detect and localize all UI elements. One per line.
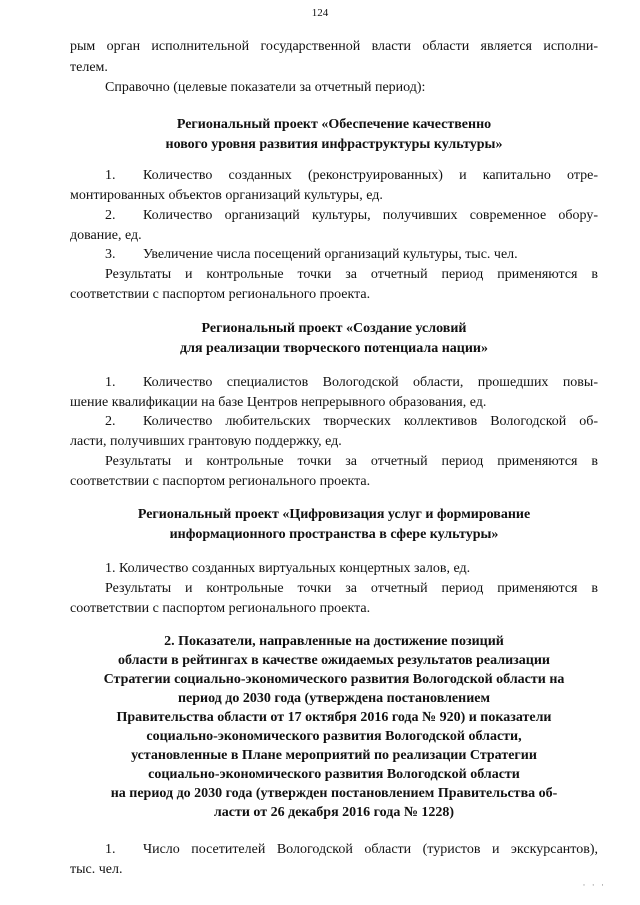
- section2-heading-line-9: на период до 2030 года (утвержден постановлением Правительства об-: [110, 786, 558, 801]
- item-text: Количество организаций культуры, получивших современное обору-: [143, 208, 598, 223]
- item-number: 3.: [105, 247, 116, 262]
- section2-heading-line-7: установленные в Плане мероприятий по реализации Стратегии: [131, 748, 537, 763]
- project1-item-1: [105, 168, 598, 184]
- section2-heading-line-5: Правительства области от 17 октября 2016 года № 920) и показатели: [116, 710, 552, 725]
- project2-title-line-1: Региональный проект «Создание условий: [201, 321, 467, 336]
- section2-heading-line-3: Стратегии социально-экономического развития Вологодской области на: [103, 672, 565, 687]
- item-number: 2.: [105, 208, 116, 223]
- project2-results-line-2: соответствии с паспортом регионального проекта.: [70, 474, 371, 489]
- project3-title-line-1: Региональный проект «Цифровизация услуг и формирование: [137, 507, 531, 522]
- project3-results-line-1: Результаты и контрольные точки за отчетный период применяются в: [105, 581, 598, 596]
- project3-results-line-2: соответствии с паспортом регионального проекта.: [70, 601, 371, 616]
- section2-heading-line-6: социально-экономического развития Вологодской области,: [146, 729, 522, 744]
- section2-heading-line-2: области в рейтингах в качестве ожидаемых результатов реализации: [118, 653, 550, 668]
- item-text: Количество созданных (реконструированных) и капитально отре-: [143, 168, 598, 183]
- intro-line-1: рым орган исполнительной государственной власти области является исполни-: [70, 39, 598, 54]
- intro-line-2: телем.: [70, 60, 108, 75]
- project2-item-1: [105, 375, 598, 391]
- project3-item-1: 1. Количество созданных виртуальных концертных залов, ед.: [105, 561, 471, 576]
- section2-heading-line-10: ласти от 26 декабря 2016 года № 1228): [213, 805, 455, 820]
- project2-results-line-1: Результаты и контрольные точки за отчетный период применяются в: [105, 454, 598, 469]
- item-text: Число посетителей Вологодской области (туристов и экскурсантов),: [143, 842, 598, 857]
- project1-item-2: [105, 208, 598, 224]
- scan-mark-top: [601, 0, 625, 4]
- scan-mark-bottom: · · ·: [582, 880, 606, 890]
- section2-item-1-cont: тыс. чел.: [70, 862, 123, 877]
- project2-title-line-2: для реализации творческого потенциала нации»: [180, 341, 488, 356]
- section2-heading-line-8: социально-экономического развития Вологодской области: [148, 767, 520, 782]
- project1-results-line-2: соответствии с паспортом регионального проекта.: [70, 287, 371, 302]
- item-number: 1.: [105, 168, 116, 183]
- project2-item-2-cont: ласти, получивших грантовую поддержку, ед.: [70, 434, 342, 449]
- project2-item-1-cont: шение квалификации на базе Центров непрерывного образования, ед.: [70, 395, 487, 410]
- section2-heading-line-4: период до 2030 года (утверждена постановлением: [177, 691, 491, 706]
- section2-heading-line-1: 2. Показатели, направленные на достижение позиций: [164, 634, 504, 649]
- item-number: 2.: [105, 414, 116, 429]
- item-text: Количество специалистов Вологодской области, прошедших повы-: [143, 375, 598, 390]
- item-number: 1.: [105, 375, 116, 390]
- page-number: 124: [311, 7, 329, 19]
- project1-title-line-2: нового уровня развития инфраструктуры культуры»: [165, 137, 503, 152]
- project1-results-line-1: Результаты и контрольные точки за отчетный период применяются в: [105, 267, 598, 282]
- project3-title-line-2: информационного пространства в сфере культуры»: [169, 527, 499, 542]
- section2-item-1: [105, 842, 598, 858]
- project1-item-3: [105, 247, 598, 263]
- project1-item-1-cont: монтированных объектов организаций культуры, ед.: [70, 188, 383, 203]
- item-number: 1.: [105, 842, 116, 857]
- project1-title-line-1: Региональный проект «Обеспечение качественно: [176, 117, 492, 132]
- item-text: Увеличение числа посещений организаций культуры, тыс. чел.: [143, 247, 518, 262]
- project2-item-2: [105, 414, 598, 430]
- item-text: Количество любительских творческих коллективов Вологодской об-: [143, 414, 598, 429]
- project1-item-2-cont: дование, ед.: [70, 228, 142, 243]
- reference-note: Справочно (целевые показатели за отчетный период):: [105, 80, 426, 95]
